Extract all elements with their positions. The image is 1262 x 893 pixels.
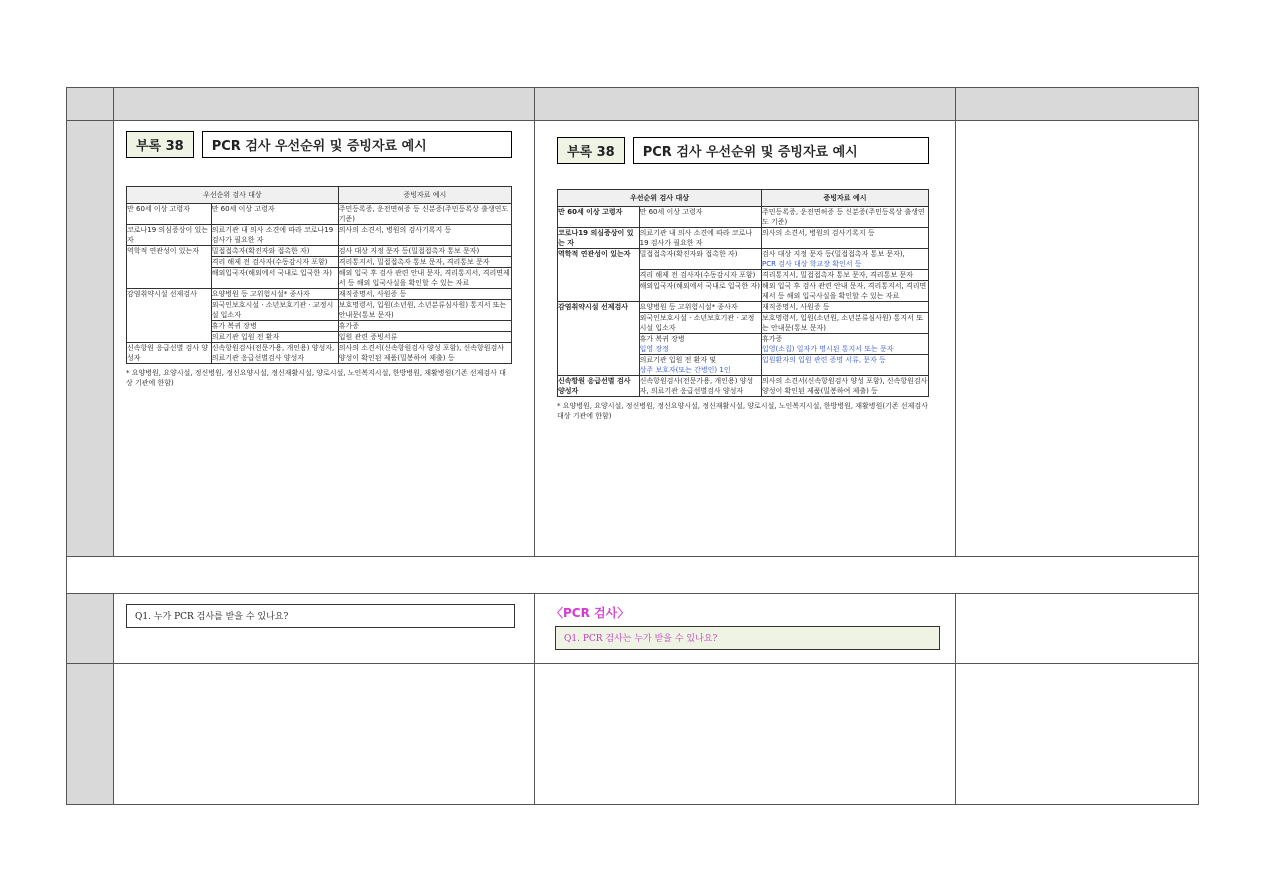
evidence-text: 재직증명서, 사원증 등 bbox=[338, 290, 407, 298]
before-cell bbox=[114, 121, 535, 557]
row-index-cell bbox=[67, 121, 114, 557]
evidence-cell bbox=[762, 228, 929, 249]
spacer-row bbox=[67, 557, 1199, 594]
priority-table bbox=[126, 186, 512, 364]
evidence-text: 검사 대상 지정 문자 등(밀접접촉자 통보 문자), bbox=[762, 250, 905, 258]
target-cell bbox=[211, 321, 338, 332]
target-text: 해외입국자(해외에서 국내로 입국한 자) bbox=[639, 282, 760, 290]
target-cell bbox=[211, 343, 338, 364]
target-cell bbox=[211, 225, 338, 246]
evidence-cell bbox=[762, 302, 929, 313]
appendix-badge: 부록 38 bbox=[126, 131, 194, 158]
pcr-heading: 〈PCR 검사〉 bbox=[551, 606, 630, 620]
before-question-cell bbox=[114, 594, 535, 664]
after-cell bbox=[535, 121, 956, 557]
target-cell bbox=[639, 334, 761, 355]
evidence-cell bbox=[762, 334, 929, 355]
target-cell bbox=[639, 281, 761, 302]
question-box: Q1. 누가 PCR 검사를 받을 수 있나요? bbox=[126, 604, 515, 628]
category-cell: 역학적 연관성이 있는자 bbox=[558, 249, 640, 302]
row-index-cell bbox=[67, 664, 114, 805]
category-cell: 만 60세 이상 고령자 bbox=[558, 207, 640, 228]
evidence-cell bbox=[338, 300, 511, 321]
remark-cell bbox=[956, 594, 1199, 664]
evidence-cell bbox=[338, 289, 511, 300]
evidence-text: 주민등록증, 운전면허증 등 신분증(주민등록상 출생연도 기준) bbox=[762, 208, 925, 226]
target-text: 해외입국자(해외에서 국내로 입국한 자) bbox=[211, 269, 333, 277]
after-appendix-panel bbox=[557, 137, 929, 421]
header-target: 우선순위 검사 대상 bbox=[127, 187, 339, 204]
category-cell: 역학적 연관성이 있는자 bbox=[127, 246, 212, 289]
comparison-table bbox=[66, 87, 1199, 805]
priority-table bbox=[557, 189, 929, 397]
target-text: 의료기관 입원 전 환자 및 bbox=[639, 356, 717, 364]
evidence-cell bbox=[762, 270, 929, 281]
evidence-text: 의사의 소견서, 병원의 검사기록지 등 bbox=[338, 226, 452, 234]
target-cell bbox=[639, 228, 761, 249]
evidence-cell bbox=[338, 332, 511, 343]
priority-row bbox=[127, 225, 512, 246]
question-box: Q1. PCR 검사는 누가 받을 수 있나요? bbox=[555, 626, 940, 650]
appendix-heading: PCR 검사 우선순위 및 증빙자료 예시 bbox=[633, 137, 929, 164]
evidence-text: 보호명령서, 입원(소년원, 소년분류심사원) 통지서 또는 안내문(통보 문자) bbox=[338, 301, 507, 319]
target-text: 휴가 복귀 장병 bbox=[211, 322, 257, 330]
target-text: 밀접접촉자(확진자와 접촉한 자) bbox=[639, 250, 738, 258]
target-cell bbox=[211, 204, 338, 225]
evidence-text: 휴가증 bbox=[762, 335, 783, 343]
evidence-cell bbox=[762, 249, 929, 270]
target-cell bbox=[639, 249, 761, 270]
evidence-cell bbox=[762, 313, 929, 334]
before-appendix-panel bbox=[126, 131, 512, 388]
evidence-text: 보호명령서, 입원(소년원, 소년분류심사원) 통지서 또는 안내문(통보 문자) bbox=[762, 314, 923, 332]
target-text: 격리 해제 전 검사자(수동감시자 포함) bbox=[211, 258, 328, 266]
evidence-text: 해외 입국 후 검사 관련 안내 문자, 격리통지서, 격리면제서 등 해외 입국사실을 확인할 수 있는 자료 bbox=[338, 269, 510, 287]
target-cell bbox=[639, 302, 761, 313]
priority-row bbox=[558, 207, 929, 228]
target-text: 신속항원검사(전문가용, 개인용) 양성자, 의료기관 응급선별검사 양성자 bbox=[211, 344, 335, 362]
category-cell: 코로나19 의심증상이 있는 자 bbox=[558, 228, 640, 249]
target-cell bbox=[211, 268, 338, 289]
evidence-text: 검사 대상 지정 문자 등(밀접접촉자 통보 문자) bbox=[338, 247, 480, 255]
priority-table-header bbox=[127, 187, 512, 204]
evidence-cell bbox=[338, 225, 511, 246]
target-text: 외국인보호시설 · 소년보호기관 · 교정시설 입소자 bbox=[211, 301, 334, 319]
evidence-text: 입원 관련 증빙서류 bbox=[338, 333, 398, 341]
header-cell-before bbox=[114, 88, 535, 121]
target-text: 밀접접촉자(확진자와 접촉한 자) bbox=[211, 247, 310, 255]
footnote: * 요양병원, 요양시설, 정신병원, 정신요양시설, 정신재활시설, 양로시설, 노인복지시설, 한방병원, 재활병원(기존 선제검사 대상 기관에 한함) bbox=[126, 369, 506, 387]
target-text-added: 상주 보호자(또는 간병인) 1인 bbox=[639, 366, 731, 374]
appendix-title bbox=[126, 131, 512, 158]
priority-table-header bbox=[558, 190, 929, 207]
appendix-row bbox=[67, 121, 1199, 557]
priority-row bbox=[127, 289, 512, 300]
header-evidence: 증빙자료 예시 bbox=[338, 187, 511, 204]
target-cell bbox=[639, 313, 761, 334]
evidence-text: 의사의 소견서(신속항원검사 양성 포함), 신속항원검사 양성이 확인된 제품(밀봉하여 제출) 등 bbox=[338, 344, 505, 362]
evidence-cell bbox=[762, 376, 929, 397]
row-index-cell bbox=[67, 594, 114, 664]
evidence-cell bbox=[762, 355, 929, 376]
target-text-added: 입영 장정 bbox=[639, 345, 669, 353]
priority-row bbox=[127, 246, 512, 257]
evidence-text-added: 입원환자의 입원 관련 증명 서류, 문자 등 bbox=[762, 356, 886, 364]
evidence-cell bbox=[338, 246, 511, 257]
evidence-text: 격리통지서, 밀접접촉자 통보 문자, 격리통보 문자 bbox=[338, 258, 490, 266]
evidence-cell bbox=[338, 268, 511, 289]
target-cell bbox=[639, 376, 761, 397]
header-cell-remark bbox=[956, 88, 1199, 121]
evidence-cell bbox=[338, 321, 511, 332]
priority-row bbox=[127, 204, 512, 225]
header-target: 우선순위 검사 대상 bbox=[558, 190, 762, 207]
spacer-cell bbox=[67, 557, 1199, 594]
evidence-text-added: 입영(소집) 일자가 명시된 통지서 또는 문자 bbox=[762, 345, 894, 353]
target-text: 요양병원 등 고위험시설* 종사자 bbox=[211, 290, 310, 298]
target-text: 만 60세 이상 고령자 bbox=[211, 205, 275, 213]
category-cell: 신속항원 응급선별 검사 양성자 bbox=[558, 376, 640, 397]
appendix-badge: 부록 38 bbox=[557, 137, 625, 164]
category-cell: 신속항원 응급선별 검사 양성자 bbox=[127, 343, 212, 364]
evidence-text-added: PCR 검사 대상 학교장 확인서 등 bbox=[762, 260, 862, 268]
category-cell: 만 60세 이상 고령자 bbox=[127, 204, 212, 225]
evidence-text: 격리통지서, 밀접접촉자 통보 문자, 격리통보 문자 bbox=[762, 271, 913, 279]
answer-row bbox=[67, 664, 1199, 805]
target-cell bbox=[211, 289, 338, 300]
appendix-title bbox=[557, 137, 929, 164]
target-cell bbox=[211, 257, 338, 268]
target-text: 의료기관 내 의사 소견에 따라 코로나19 검사가 필요한 자 bbox=[639, 229, 753, 247]
category-cell: 감염취약시설 선제검사 bbox=[127, 289, 212, 343]
priority-row bbox=[558, 249, 929, 270]
evidence-text: 의사의 소견서(신속항원검사 양성 포함), 신속항원검사 양성이 확인된 제품(밀봉하여 제출) 등 bbox=[762, 377, 928, 395]
evidence-text: 주민등록증, 운전면허증 등 신분증(주민등록상 출생연도 기준) bbox=[338, 205, 509, 223]
evidence-cell bbox=[338, 343, 511, 364]
after-question-cell bbox=[535, 594, 956, 664]
evidence-text: 의사의 소견서, 병원의 검사기록지 등 bbox=[762, 229, 875, 237]
target-cell bbox=[639, 270, 761, 281]
target-text: 휴가 복귀 장병 bbox=[639, 335, 685, 343]
evidence-text: 휴가증 bbox=[338, 322, 360, 330]
remark-cell bbox=[956, 121, 1199, 557]
target-text: 격리 해제 전 검사자(수동감시자 포함) bbox=[639, 271, 756, 279]
priority-row bbox=[127, 343, 512, 364]
before-answer-cell bbox=[114, 664, 535, 805]
category-cell: 감염취약시설 선제검사 bbox=[558, 302, 640, 376]
evidence-cell bbox=[762, 281, 929, 302]
evidence-cell bbox=[338, 257, 511, 268]
target-text: 만 60세 이상 고령자 bbox=[639, 208, 703, 216]
target-cell bbox=[211, 246, 338, 257]
target-text: 신속항원검사(전문가용, 개인용) 양성자, 의료기관 응급선별검사 양성자 bbox=[639, 377, 754, 395]
target-cell bbox=[211, 300, 338, 321]
question-row bbox=[67, 594, 1199, 664]
evidence-cell bbox=[762, 207, 929, 228]
footnote: * 요양병원, 요양시설, 정신병원, 정신요양시설, 정신재활시설, 양로시설, 노인복지시설, 한방병원, 재활병원(기존 선제검사 대상 기관에 한함) bbox=[557, 402, 928, 420]
target-cell bbox=[639, 355, 761, 376]
evidence-text: 재직증명서, 사원증 등 bbox=[762, 303, 830, 311]
remark-cell bbox=[956, 664, 1199, 805]
target-cell bbox=[639, 207, 761, 228]
target-text: 요양병원 등 고위험시설* 종사자 bbox=[639, 303, 738, 311]
target-cell bbox=[211, 332, 338, 343]
evidence-cell bbox=[338, 204, 511, 225]
priority-row bbox=[558, 302, 929, 313]
target-text: 외국인보호시설 · 소년보호기관 · 교정시설 입소자 bbox=[639, 314, 755, 332]
header-row bbox=[67, 88, 1199, 121]
priority-row bbox=[558, 376, 929, 397]
category-cell: 코로나19 의심증상이 있는 자 bbox=[127, 225, 212, 246]
after-answer-cell bbox=[535, 664, 956, 805]
target-text: 의료기관 내 의사 소견에 따라 코로나19 검사가 필요한 자 bbox=[211, 226, 334, 244]
target-text: 의료기관 입원 전 환자 bbox=[211, 333, 280, 341]
header-cell-after bbox=[535, 88, 956, 121]
priority-row bbox=[558, 228, 929, 249]
header-evidence: 증빙자료 예시 bbox=[762, 190, 929, 207]
appendix-heading: PCR 검사 우선순위 및 증빙자료 예시 bbox=[202, 131, 512, 158]
evidence-text: 해외 입국 후 검사 관련 안내 문자, 격리통지서, 격리면제서 등 해외 입국사실을 확인할 수 있는 자료 bbox=[762, 282, 927, 300]
header-cell-index bbox=[67, 88, 114, 121]
